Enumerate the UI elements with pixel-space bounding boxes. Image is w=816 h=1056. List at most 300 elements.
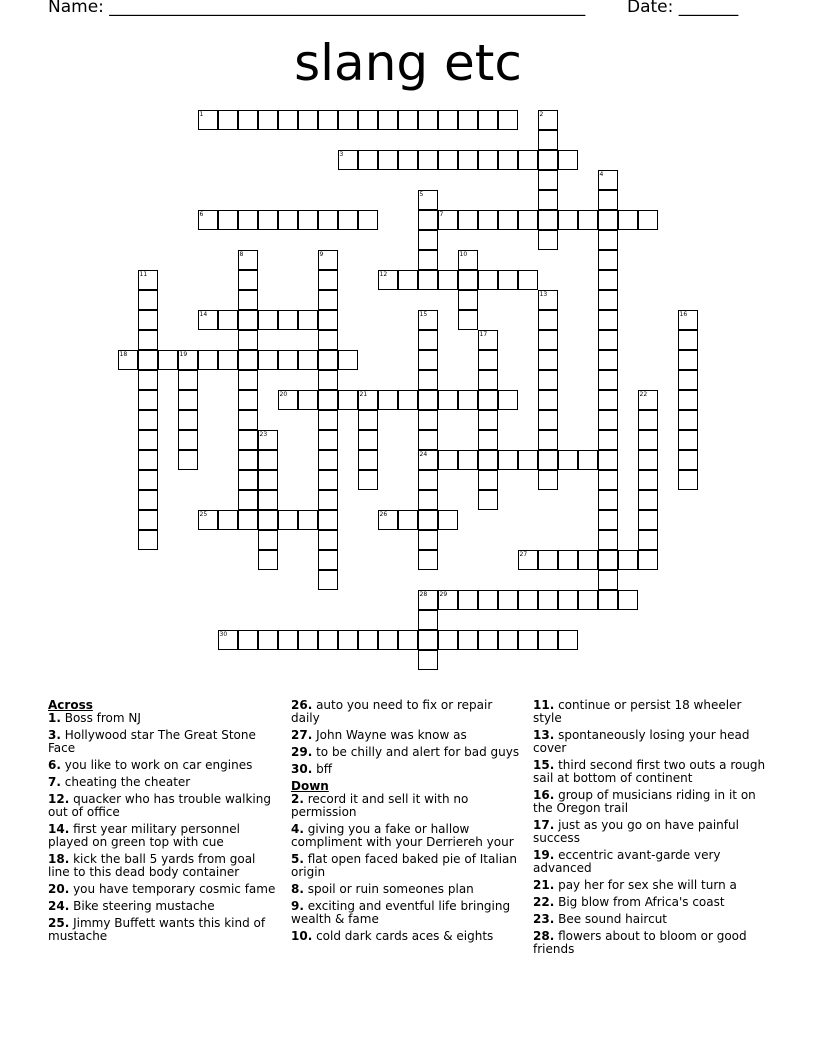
grid-cell[interactable] xyxy=(538,410,558,430)
grid-cell[interactable] xyxy=(318,210,338,230)
grid-cell[interactable] xyxy=(418,610,438,630)
grid-cell[interactable] xyxy=(478,210,498,230)
grid-cell[interactable] xyxy=(478,590,498,610)
grid-cell[interactable] xyxy=(318,370,338,390)
grid-cell[interactable] xyxy=(418,230,438,250)
grid-cell[interactable] xyxy=(418,450,438,470)
grid-cell[interactable] xyxy=(138,330,158,350)
grid-cell[interactable] xyxy=(478,410,498,430)
grid-cell[interactable] xyxy=(498,150,518,170)
grid-cell[interactable] xyxy=(278,350,298,370)
grid-cell[interactable] xyxy=(638,510,658,530)
grid-cell[interactable] xyxy=(418,650,438,670)
grid-cell[interactable] xyxy=(318,410,338,430)
grid-cell[interactable] xyxy=(238,270,258,290)
grid-cell[interactable] xyxy=(458,270,478,290)
grid-cell[interactable] xyxy=(538,590,558,610)
grid-cell[interactable] xyxy=(418,590,438,610)
grid-cell[interactable] xyxy=(538,370,558,390)
grid-cell[interactable] xyxy=(278,510,298,530)
grid-cell[interactable] xyxy=(598,410,618,430)
grid-cell[interactable] xyxy=(318,430,338,450)
clue-item xyxy=(533,699,768,725)
grid-cell[interactable] xyxy=(478,150,498,170)
grid-cell[interactable] xyxy=(178,410,198,430)
grid-cell[interactable] xyxy=(338,210,358,230)
grid-cell[interactable] xyxy=(498,210,518,230)
grid-cell[interactable] xyxy=(178,430,198,450)
grid-cell[interactable] xyxy=(178,450,198,470)
grid-cell[interactable] xyxy=(238,210,258,230)
grid-cell[interactable] xyxy=(198,310,218,330)
grid-cell[interactable] xyxy=(178,350,198,370)
grid-cell[interactable] xyxy=(458,210,478,230)
grid-cell[interactable] xyxy=(478,630,498,650)
grid-cell[interactable] xyxy=(458,450,478,470)
grid-cell[interactable] xyxy=(218,510,238,530)
grid-cell[interactable] xyxy=(278,390,298,410)
grid-cell[interactable] xyxy=(298,630,318,650)
grid-cell[interactable] xyxy=(438,390,458,410)
grid-cell[interactable] xyxy=(138,470,158,490)
grid-cell[interactable] xyxy=(318,290,338,310)
grid-cell[interactable] xyxy=(318,510,338,530)
grid-cell[interactable] xyxy=(518,630,538,650)
grid-cell[interactable] xyxy=(258,310,278,330)
grid-cell[interactable] xyxy=(318,530,338,550)
grid-cell[interactable] xyxy=(498,450,518,470)
clue-item xyxy=(48,917,278,943)
grid-cell[interactable] xyxy=(338,110,358,130)
grid-cell[interactable] xyxy=(638,490,658,510)
grid-cell[interactable] xyxy=(298,350,318,370)
grid-cell[interactable] xyxy=(398,390,418,410)
grid-cell[interactable] xyxy=(338,630,358,650)
grid-cell[interactable] xyxy=(598,510,618,530)
grid-cell[interactable] xyxy=(198,350,218,370)
grid-cell[interactable] xyxy=(538,210,558,230)
grid-cell[interactable] xyxy=(458,110,478,130)
grid-cell[interactable] xyxy=(538,430,558,450)
grid-cell[interactable] xyxy=(438,630,458,650)
grid-cell[interactable] xyxy=(638,410,658,430)
grid-cell[interactable] xyxy=(238,430,258,450)
grid-cell[interactable] xyxy=(678,350,698,370)
grid-cell[interactable] xyxy=(638,390,658,410)
grid-cell[interactable] xyxy=(438,110,458,130)
clue-item xyxy=(48,776,278,789)
grid-cell[interactable] xyxy=(598,590,618,610)
grid-cell[interactable] xyxy=(418,210,438,230)
grid-cell[interactable] xyxy=(458,290,478,310)
grid-cell[interactable] xyxy=(598,330,618,350)
clue-column-3 xyxy=(533,699,768,960)
grid-cell[interactable] xyxy=(498,390,518,410)
grid-cell[interactable] xyxy=(218,630,238,650)
grid-cell[interactable] xyxy=(298,390,318,410)
grid-cell[interactable] xyxy=(598,210,618,230)
grid-cell[interactable] xyxy=(278,110,298,130)
grid-cell[interactable] xyxy=(418,630,438,650)
grid-cell[interactable] xyxy=(558,630,578,650)
grid-cell[interactable] xyxy=(138,270,158,290)
grid-cell[interactable] xyxy=(258,350,278,370)
grid-cell[interactable] xyxy=(258,510,278,530)
grid-cell[interactable] xyxy=(138,410,158,430)
grid-cell[interactable] xyxy=(178,370,198,390)
grid-cell[interactable] xyxy=(258,630,278,650)
grid-cell[interactable] xyxy=(258,110,278,130)
grid-cell[interactable] xyxy=(238,450,258,470)
grid-cell[interactable] xyxy=(418,250,438,270)
grid-cell[interactable] xyxy=(518,270,538,290)
grid-cell[interactable] xyxy=(478,370,498,390)
grid-cell[interactable] xyxy=(618,210,638,230)
grid-cell[interactable] xyxy=(398,510,418,530)
grid-cell[interactable] xyxy=(238,490,258,510)
grid-cell[interactable] xyxy=(538,290,558,310)
grid-cell[interactable] xyxy=(298,110,318,130)
grid-cell[interactable] xyxy=(258,490,278,510)
clue-text: giving you a fake or hallow compliment with your Derriereh your xyxy=(291,822,514,849)
grid-cell[interactable] xyxy=(498,110,518,130)
grid-cell[interactable] xyxy=(238,250,258,270)
clue-number: 26. xyxy=(291,698,313,712)
grid-cell[interactable] xyxy=(418,510,438,530)
grid-cell[interactable] xyxy=(418,390,438,410)
clue-number: 13. xyxy=(533,728,555,742)
grid-cell[interactable] xyxy=(598,170,618,190)
grid-cell[interactable] xyxy=(638,530,658,550)
grid-cell[interactable] xyxy=(598,350,618,370)
grid-cell[interactable] xyxy=(498,590,518,610)
grid-cell[interactable] xyxy=(518,590,538,610)
grid-cell[interactable] xyxy=(318,250,338,270)
grid-cell[interactable] xyxy=(478,430,498,450)
grid-cell[interactable] xyxy=(478,390,498,410)
grid-cell[interactable] xyxy=(678,430,698,450)
grid-cell[interactable] xyxy=(678,370,698,390)
clue-number: 15. xyxy=(533,758,555,772)
grid-cell[interactable] xyxy=(358,410,378,430)
grid-cell[interactable] xyxy=(378,510,398,530)
clue-number: 29. xyxy=(291,745,313,759)
grid-cell[interactable] xyxy=(358,630,378,650)
clue-number: 19. xyxy=(533,848,555,862)
grid-cell[interactable] xyxy=(638,430,658,450)
grid-cell[interactable] xyxy=(538,190,558,210)
grid-cell[interactable] xyxy=(358,430,378,450)
grid-cell[interactable] xyxy=(258,210,278,230)
grid-cell[interactable] xyxy=(458,590,478,610)
grid-cell[interactable] xyxy=(438,590,458,610)
clue-item xyxy=(48,900,278,913)
cell-number: 15 xyxy=(419,310,428,318)
grid-cell[interactable] xyxy=(458,390,478,410)
grid-cell[interactable] xyxy=(358,210,378,230)
grid-cell[interactable] xyxy=(518,210,538,230)
grid-cell[interactable] xyxy=(218,310,238,330)
grid-cell[interactable] xyxy=(438,270,458,290)
grid-cell[interactable] xyxy=(678,450,698,470)
grid-cell[interactable] xyxy=(418,410,438,430)
grid-cell[interactable] xyxy=(418,530,438,550)
grid-cell[interactable] xyxy=(598,190,618,210)
clue-number: 1. xyxy=(48,711,61,725)
grid-cell[interactable] xyxy=(578,450,598,470)
grid-cell[interactable] xyxy=(598,370,618,390)
grid-cell[interactable] xyxy=(238,470,258,490)
grid-cell[interactable] xyxy=(498,270,518,290)
grid-cell[interactable] xyxy=(418,430,438,450)
grid-cell[interactable] xyxy=(518,550,538,570)
grid-cell[interactable] xyxy=(258,450,278,470)
grid-cell[interactable] xyxy=(618,590,638,610)
grid-cell[interactable] xyxy=(358,390,378,410)
grid-cell[interactable] xyxy=(638,450,658,470)
grid-cell[interactable] xyxy=(238,630,258,650)
grid-cell[interactable] xyxy=(178,390,198,410)
grid-cell[interactable] xyxy=(258,430,278,450)
grid-cell[interactable] xyxy=(138,530,158,550)
grid-cell[interactable] xyxy=(598,270,618,290)
clue-item xyxy=(48,823,278,849)
grid-cell[interactable] xyxy=(538,130,558,150)
grid-cell[interactable] xyxy=(478,470,498,490)
grid-cell[interactable] xyxy=(238,330,258,350)
grid-cell[interactable] xyxy=(498,630,518,650)
grid-cell[interactable] xyxy=(598,450,618,470)
grid-cell[interactable] xyxy=(418,110,438,130)
grid-cell[interactable] xyxy=(298,510,318,530)
date-field[interactable]: Date: _______ xyxy=(627,0,739,17)
grid-cell[interactable] xyxy=(138,370,158,390)
grid-cell[interactable] xyxy=(458,150,478,170)
grid-cell[interactable] xyxy=(598,430,618,450)
grid-cell[interactable] xyxy=(578,550,598,570)
grid-cell[interactable] xyxy=(618,550,638,570)
grid-cell[interactable] xyxy=(138,430,158,450)
grid-cell[interactable] xyxy=(678,330,698,350)
grid-cell[interactable] xyxy=(598,470,618,490)
grid-cell[interactable] xyxy=(138,450,158,470)
grid-cell[interactable] xyxy=(318,110,338,130)
grid-cell[interactable] xyxy=(258,530,278,550)
grid-cell[interactable] xyxy=(358,150,378,170)
cell-number: 28 xyxy=(419,590,428,598)
cell-number: 19 xyxy=(179,350,188,358)
grid-cell[interactable] xyxy=(678,310,698,330)
grid-cell[interactable] xyxy=(678,390,698,410)
grid-cell[interactable] xyxy=(558,550,578,570)
grid-cell[interactable] xyxy=(398,110,418,130)
grid-cell[interactable] xyxy=(318,550,338,570)
grid-cell[interactable] xyxy=(218,110,238,130)
grid-cell[interactable] xyxy=(358,110,378,130)
grid-cell[interactable] xyxy=(418,150,438,170)
grid-cell[interactable] xyxy=(438,210,458,230)
name-field[interactable]: Name: ________________________________________________________ xyxy=(48,0,586,17)
clue-text: third second first two outs a rough sail at bottom of continent xyxy=(533,758,766,785)
grid-cell[interactable] xyxy=(318,490,338,510)
grid-cell[interactable] xyxy=(258,550,278,570)
grid-cell[interactable] xyxy=(478,330,498,350)
grid-cell[interactable] xyxy=(378,110,398,130)
grid-cell[interactable] xyxy=(338,150,358,170)
grid-cell[interactable] xyxy=(238,110,258,130)
grid-cell[interactable] xyxy=(578,590,598,610)
grid-cell[interactable] xyxy=(418,350,438,370)
grid-cell[interactable] xyxy=(318,350,338,370)
grid-cell[interactable] xyxy=(438,510,458,530)
grid-cell[interactable] xyxy=(118,350,138,370)
grid-cell[interactable] xyxy=(238,290,258,310)
grid-cell[interactable] xyxy=(238,410,258,430)
cell-number: 2 xyxy=(539,110,544,118)
grid-cell[interactable] xyxy=(418,550,438,570)
grid-cell[interactable] xyxy=(598,250,618,270)
grid-cell[interactable] xyxy=(418,190,438,210)
grid-cell[interactable] xyxy=(318,630,338,650)
cell-number: 23 xyxy=(259,430,268,438)
grid-cell[interactable] xyxy=(638,550,658,570)
grid-cell[interactable] xyxy=(218,210,238,230)
grid-cell[interactable] xyxy=(198,210,218,230)
grid-cell[interactable] xyxy=(558,450,578,470)
grid-cell[interactable] xyxy=(198,510,218,530)
grid-cell[interactable] xyxy=(458,630,478,650)
grid-cell[interactable] xyxy=(298,310,318,330)
grid-cell[interactable] xyxy=(598,230,618,250)
grid-cell[interactable] xyxy=(538,170,558,190)
grid-cell[interactable] xyxy=(638,210,658,230)
grid-cell[interactable] xyxy=(378,150,398,170)
clue-number: 5. xyxy=(291,852,304,866)
grid-cell[interactable] xyxy=(318,310,338,330)
grid-cell[interactable] xyxy=(138,510,158,530)
grid-cell[interactable] xyxy=(418,310,438,330)
grid-cell[interactable] xyxy=(318,330,338,350)
grid-cell[interactable] xyxy=(418,470,438,490)
grid-cell[interactable] xyxy=(538,450,558,470)
grid-cell[interactable] xyxy=(338,350,358,370)
grid-cell[interactable] xyxy=(418,490,438,510)
grid-cell[interactable] xyxy=(538,550,558,570)
grid-cell[interactable] xyxy=(138,350,158,370)
grid-cell[interactable] xyxy=(238,350,258,370)
grid-cell[interactable] xyxy=(398,270,418,290)
grid-cell[interactable] xyxy=(538,150,558,170)
grid-cell[interactable] xyxy=(258,470,278,490)
grid-cell[interactable] xyxy=(458,250,478,270)
grid-cell[interactable] xyxy=(138,390,158,410)
grid-cell[interactable] xyxy=(318,450,338,470)
grid-cell[interactable] xyxy=(538,330,558,350)
grid-cell[interactable] xyxy=(418,330,438,350)
grid-cell[interactable] xyxy=(598,490,618,510)
grid-cell[interactable] xyxy=(378,270,398,290)
grid-cell[interactable] xyxy=(418,270,438,290)
grid-cell[interactable] xyxy=(218,350,238,370)
grid-cell[interactable] xyxy=(238,390,258,410)
grid-cell[interactable] xyxy=(338,390,358,410)
grid-cell[interactable] xyxy=(138,310,158,330)
grid-cell[interactable] xyxy=(538,630,558,650)
grid-cell[interactable] xyxy=(358,470,378,490)
cell-number: 16 xyxy=(679,310,688,318)
grid-cell[interactable] xyxy=(238,510,258,530)
grid-cell[interactable] xyxy=(678,470,698,490)
grid-cell[interactable] xyxy=(198,110,218,130)
grid-cell[interactable] xyxy=(518,150,538,170)
grid-cell[interactable] xyxy=(158,350,178,370)
grid-cell[interactable] xyxy=(598,550,618,570)
grid-cell[interactable] xyxy=(298,210,318,230)
grid-cell[interactable] xyxy=(138,290,158,310)
grid-cell[interactable] xyxy=(438,150,458,170)
clue-text: John Wayne was know as xyxy=(312,728,467,742)
grid-cell[interactable] xyxy=(398,150,418,170)
grid-cell[interactable] xyxy=(538,350,558,370)
clue-text: you have temporary cosmic fame xyxy=(69,882,276,896)
grid-cell[interactable] xyxy=(318,270,338,290)
grid-cell[interactable] xyxy=(478,490,498,510)
grid-cell[interactable] xyxy=(538,110,558,130)
grid-cell[interactable] xyxy=(518,450,538,470)
grid-cell[interactable] xyxy=(478,350,498,370)
grid-cell[interactable] xyxy=(598,390,618,410)
grid-cell[interactable] xyxy=(478,450,498,470)
grid-cell[interactable] xyxy=(138,490,158,510)
clue-item xyxy=(48,712,278,725)
grid-cell[interactable] xyxy=(238,370,258,390)
grid-cell[interactable] xyxy=(538,230,558,250)
grid-cell[interactable] xyxy=(538,470,558,490)
grid-cell[interactable] xyxy=(578,210,598,230)
grid-cell[interactable] xyxy=(238,310,258,330)
grid-cell[interactable] xyxy=(538,390,558,410)
grid-cell[interactable] xyxy=(278,210,298,230)
grid-cell[interactable] xyxy=(538,310,558,330)
grid-cell[interactable] xyxy=(318,470,338,490)
grid-cell[interactable] xyxy=(318,390,338,410)
grid-cell[interactable] xyxy=(478,110,498,130)
clue-item xyxy=(291,930,521,943)
grid-cell[interactable] xyxy=(598,310,618,330)
grid-cell[interactable] xyxy=(378,390,398,410)
grid-cell[interactable] xyxy=(598,530,618,550)
grid-cell[interactable] xyxy=(358,450,378,470)
grid-cell[interactable] xyxy=(418,370,438,390)
grid-cell[interactable] xyxy=(458,310,478,330)
grid-cell[interactable] xyxy=(278,310,298,330)
clue-item xyxy=(48,853,278,879)
grid-cell[interactable] xyxy=(598,290,618,310)
grid-cell[interactable] xyxy=(638,470,658,490)
grid-cell[interactable] xyxy=(558,210,578,230)
grid-cell[interactable] xyxy=(558,150,578,170)
grid-cell[interactable] xyxy=(598,570,618,590)
clue-item xyxy=(291,883,521,896)
grid-cell[interactable] xyxy=(438,450,458,470)
grid-cell[interactable] xyxy=(318,570,338,590)
grid-cell[interactable] xyxy=(558,590,578,610)
grid-cell[interactable] xyxy=(398,630,418,650)
grid-cell[interactable] xyxy=(278,630,298,650)
grid-cell[interactable] xyxy=(478,270,498,290)
grid-cell[interactable] xyxy=(378,630,398,650)
grid-cell[interactable] xyxy=(678,410,698,430)
